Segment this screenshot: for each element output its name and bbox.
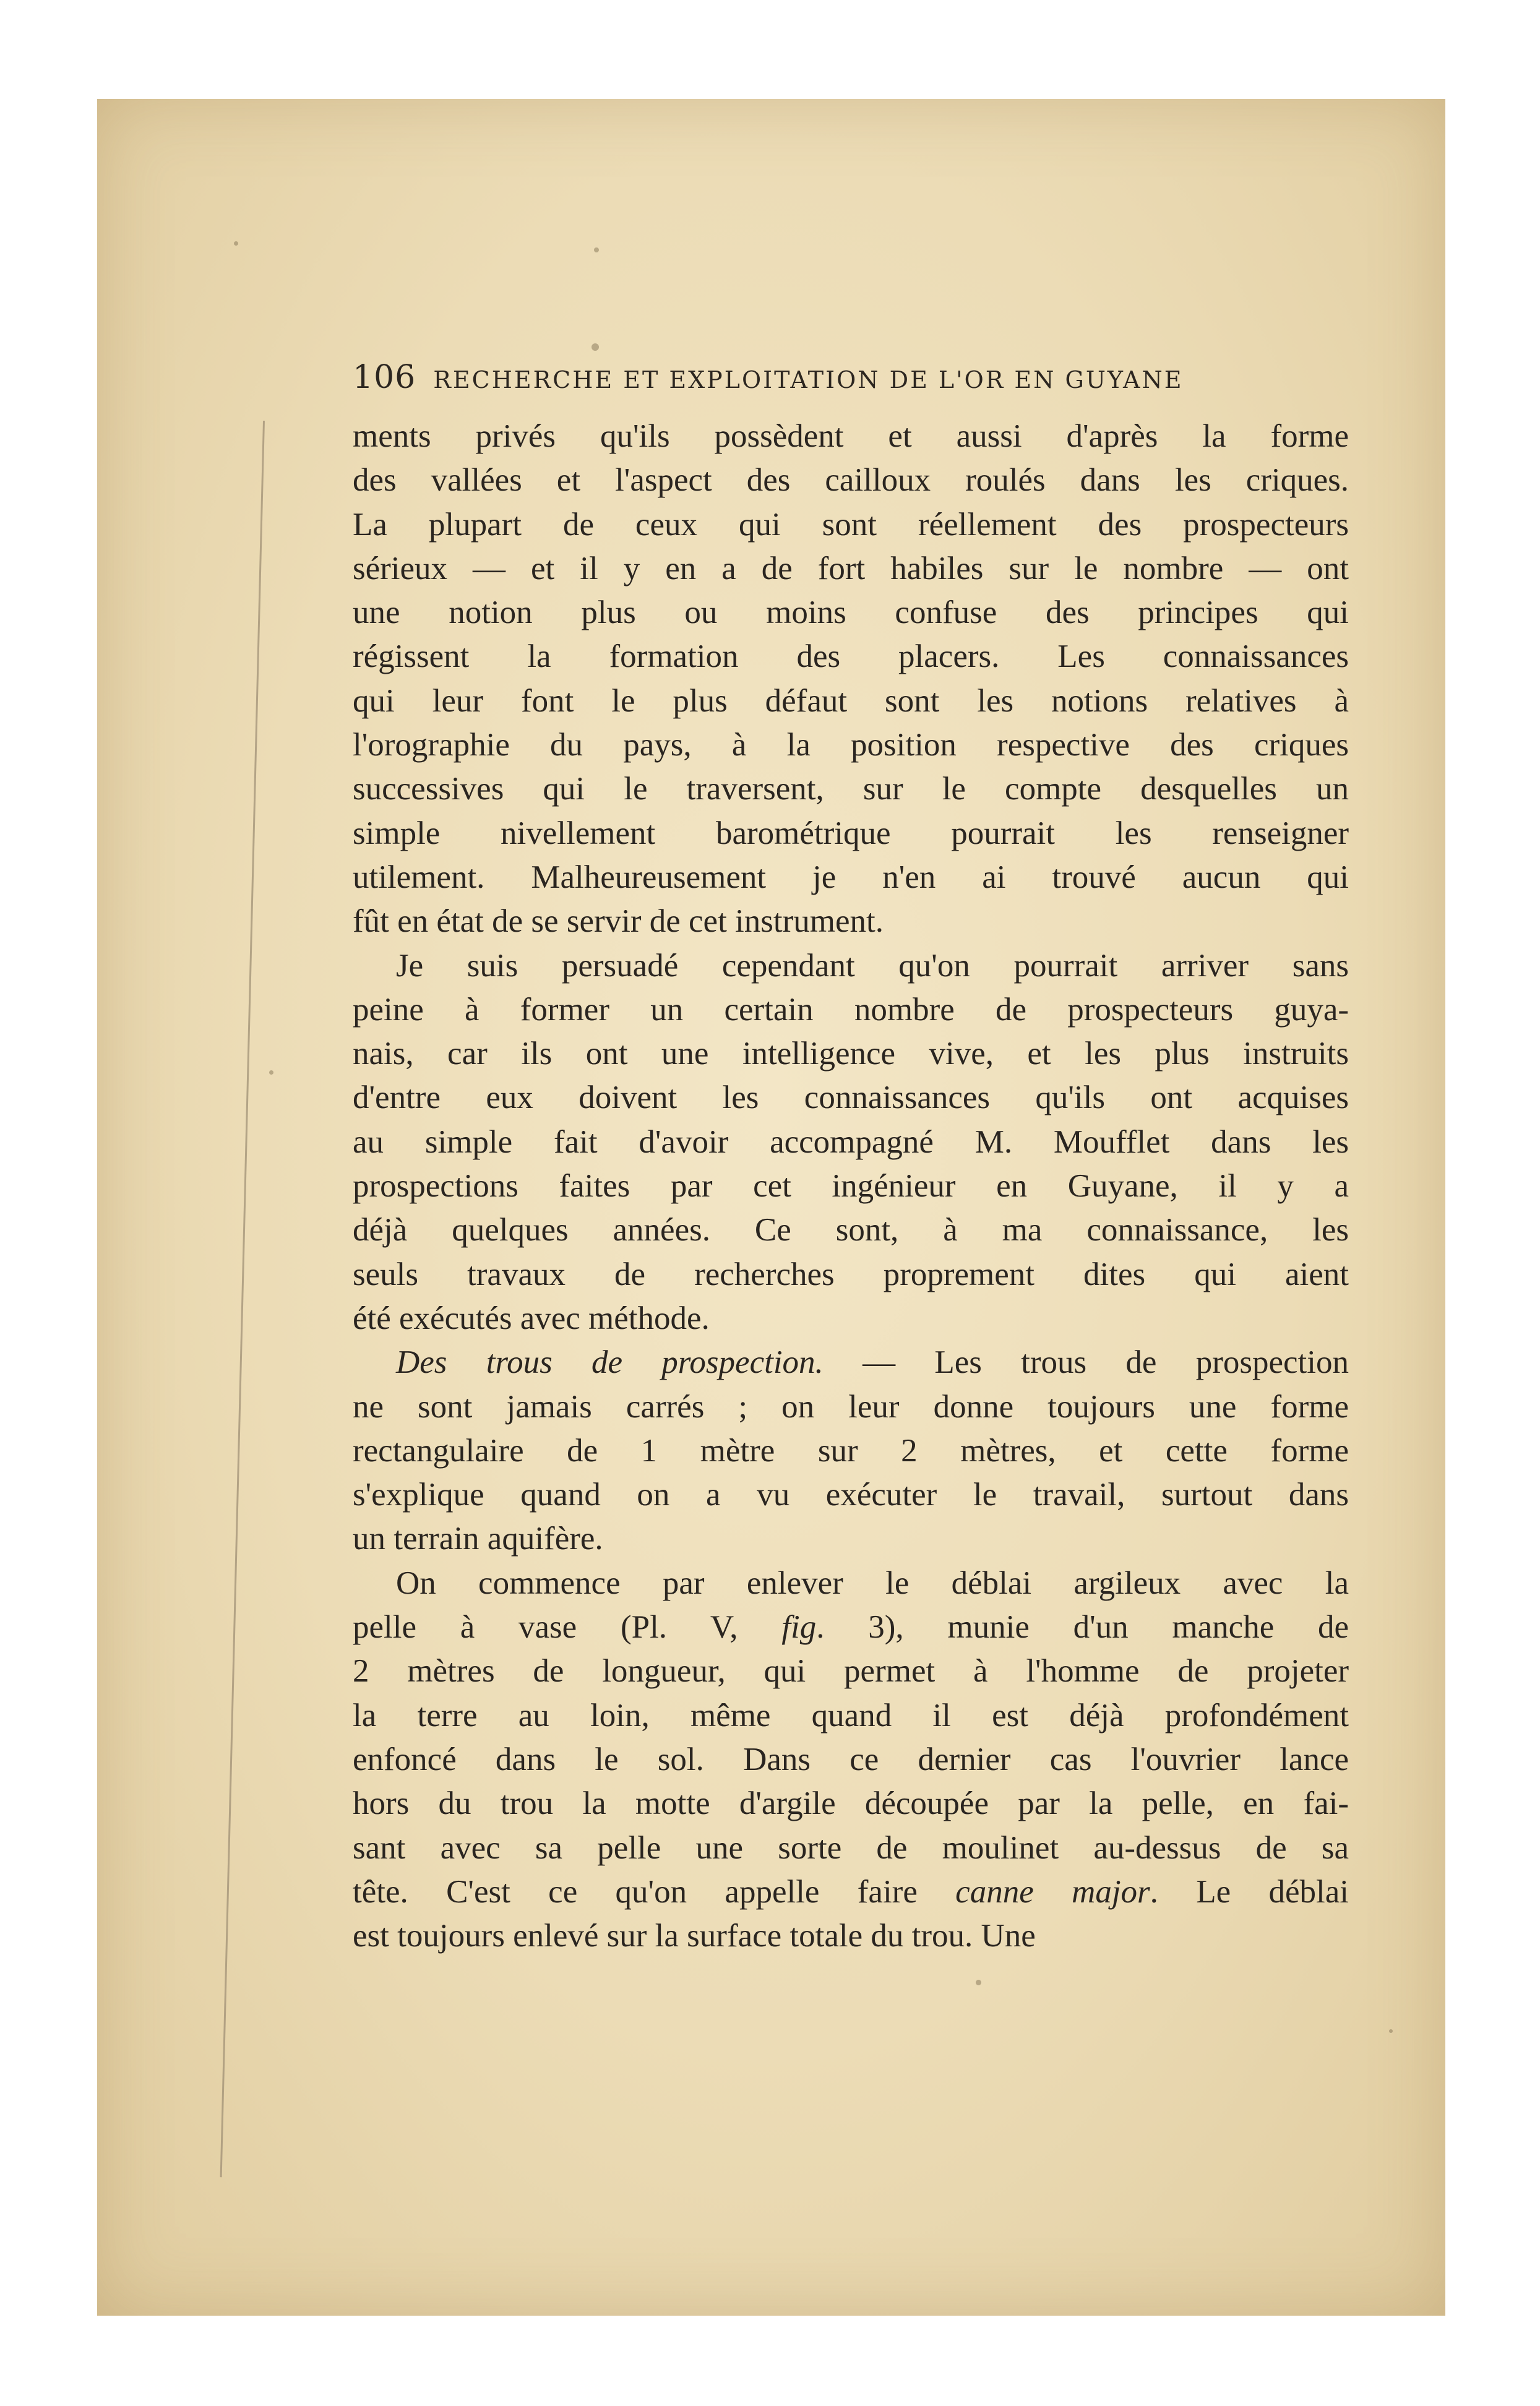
text-line: [353, 1473, 1349, 1517]
text-segment: 2 mètres de longueur, qui permet à l'homme de projeter: [353, 1653, 1349, 1690]
text-line: [353, 1120, 1349, 1164]
text-line: [353, 1076, 1349, 1120]
text-segment: des vallées et l'aspect des cailloux roulés dans les criques.: [353, 462, 1349, 499]
text-line: [353, 1738, 1349, 1782]
page-number: 106: [353, 359, 416, 396]
text-line: [353, 1694, 1349, 1738]
text-line: [353, 1649, 1349, 1693]
paragraph: [353, 944, 1349, 1341]
text-segment: est toujours enlevé sur la surface totale du trou. Une: [353, 1918, 1036, 1954]
text-segment: au simple fait d'avoir accompagné M. Moufflet dans les: [353, 1124, 1349, 1160]
text-line: [353, 591, 1349, 635]
paper-speck: [269, 1070, 273, 1075]
text-segment: Je suis persuadé cependant qu'on pourrait arriver sans: [396, 947, 1349, 984]
text-line: [353, 988, 1349, 1032]
text-line: [353, 1385, 1349, 1429]
text-line: [353, 547, 1349, 591]
text-segment: successives qui le traversent, sur le compte desquelles un: [353, 771, 1349, 807]
text-line: [353, 635, 1349, 679]
text-line: [353, 458, 1349, 502]
text-segment: — Les trous de prospection: [823, 1344, 1349, 1381]
text-line: [353, 1164, 1349, 1208]
text-segment: sant avec sa pelle une sorte de moulinet au-dessus de sa: [353, 1829, 1349, 1866]
text-segment: peine à former un certain nombre de prospecteurs guya-: [353, 991, 1349, 1028]
text-segment: fût en état de se servir de cet instrument.: [353, 903, 884, 940]
paper-speck: [234, 241, 238, 246]
text-segment: s'explique quand on a vu exécuter le travail, surtout dans: [353, 1477, 1349, 1513]
text-segment: enfoncé dans le sol. Dans ce dernier cas l'ouvrier lance: [353, 1741, 1349, 1777]
text-segment: prospections faites par cet ingénieur en Guyane, il y a: [353, 1168, 1349, 1205]
running-head-title: RECHERCHE ET EXPLOITATION DE L'OR EN GUYANE: [433, 366, 1184, 393]
text-line: [353, 812, 1349, 856]
text-line: [353, 900, 1349, 943]
text-segment: La plupart de ceux qui sont réellement des prospecteurs: [353, 506, 1349, 543]
text-line: [353, 679, 1349, 723]
text-line: [353, 1562, 1349, 1605]
text-segment: utilement. Malheureusement je n'en ai trouvé aucun qui: [353, 859, 1349, 895]
text-segment: . 3), munie d'un manche de: [816, 1609, 1349, 1646]
text-segment: tête. C'est ce qu'on appelle faire: [353, 1873, 956, 1910]
text-segment: qui leur font le plus défaut sont les notions relatives à: [353, 682, 1349, 719]
text-segment: canne major: [955, 1873, 1150, 1910]
text-segment: d'entre eux doivent les connaissances qu'ils ont acquises: [353, 1080, 1349, 1116]
text-segment: pelle à vase (Pl. V,: [353, 1609, 782, 1646]
paper-speck: [594, 247, 599, 252]
text-segment: été exécutés avec méthode.: [353, 1300, 710, 1336]
text-line: [353, 1253, 1349, 1297]
text-segment: hors du trou la motte d'argile découpée par la pelle, en fai-: [353, 1785, 1349, 1822]
text-segment: On commence par enlever le déblai argileux avec la: [396, 1565, 1349, 1601]
text-line: [353, 1429, 1349, 1473]
text-line: [353, 1782, 1349, 1826]
text-segment: . Le déblai: [1150, 1873, 1349, 1910]
text-line: [353, 1341, 1349, 1385]
text-segment: rectangulaire de 1 mètre sur 2 mètres, et cette forme: [353, 1432, 1349, 1469]
text-segment: seuls travaux de recherches proprement dites qui aient: [353, 1256, 1349, 1292]
paragraph: [353, 1341, 1349, 1561]
text-segment: l'orographie du pays, à la position respective des criques: [353, 727, 1349, 763]
paper-speck: [1389, 2029, 1393, 2033]
running-head: [353, 359, 1349, 396]
text-line: [353, 415, 1349, 458]
text-segment: une notion plus ou moins confuse des principes qui: [353, 595, 1349, 631]
text-segment: Des trous de prospection.: [396, 1344, 824, 1381]
text-segment: la terre au loin, même quand il est déjà profondément: [353, 1697, 1349, 1734]
text-line: [353, 1032, 1349, 1076]
book-page: [97, 99, 1445, 2316]
text-segment: simple nivellement barométrique pourrait les renseigner: [353, 815, 1349, 851]
text-line: [353, 944, 1349, 988]
text-segment: déjà quelques années. Ce sont, à ma connaissance, les: [353, 1212, 1349, 1248]
text-line: [353, 1517, 1349, 1561]
text-line: [353, 1605, 1349, 1649]
paragraph: [353, 1562, 1349, 1959]
body-text: [353, 415, 1349, 1958]
text-line: [353, 856, 1349, 900]
text-line: [353, 1208, 1349, 1252]
paper-speck: [591, 343, 599, 351]
text-line: [353, 767, 1349, 811]
paper-speck: [976, 1980, 981, 1985]
text-line: [353, 503, 1349, 547]
text-segment: un terrain aquifère.: [353, 1521, 603, 1557]
text-segment: nais, car ils ont une intelligence vive, et les plus instruits: [353, 1036, 1349, 1072]
text-line: [353, 1914, 1349, 1958]
text-segment: sérieux — et il y en a de fort habiles sur le nombre — ont: [353, 550, 1349, 586]
text-line: [353, 723, 1349, 767]
text-line: [353, 1826, 1349, 1870]
text-line: [353, 1297, 1349, 1341]
text-line: [353, 1870, 1349, 1914]
text-segment: fig: [781, 1609, 817, 1646]
text-segment: régissent la formation des placers. Les connaissances: [353, 638, 1349, 675]
margin-pencil-line: [220, 421, 265, 2177]
paragraph: [353, 415, 1349, 944]
text-segment: ne sont jamais carrés ; on leur donne toujours une forme: [353, 1388, 1349, 1425]
text-segment: ments privés qu'ils possèdent et aussi d'après la forme: [353, 418, 1349, 454]
